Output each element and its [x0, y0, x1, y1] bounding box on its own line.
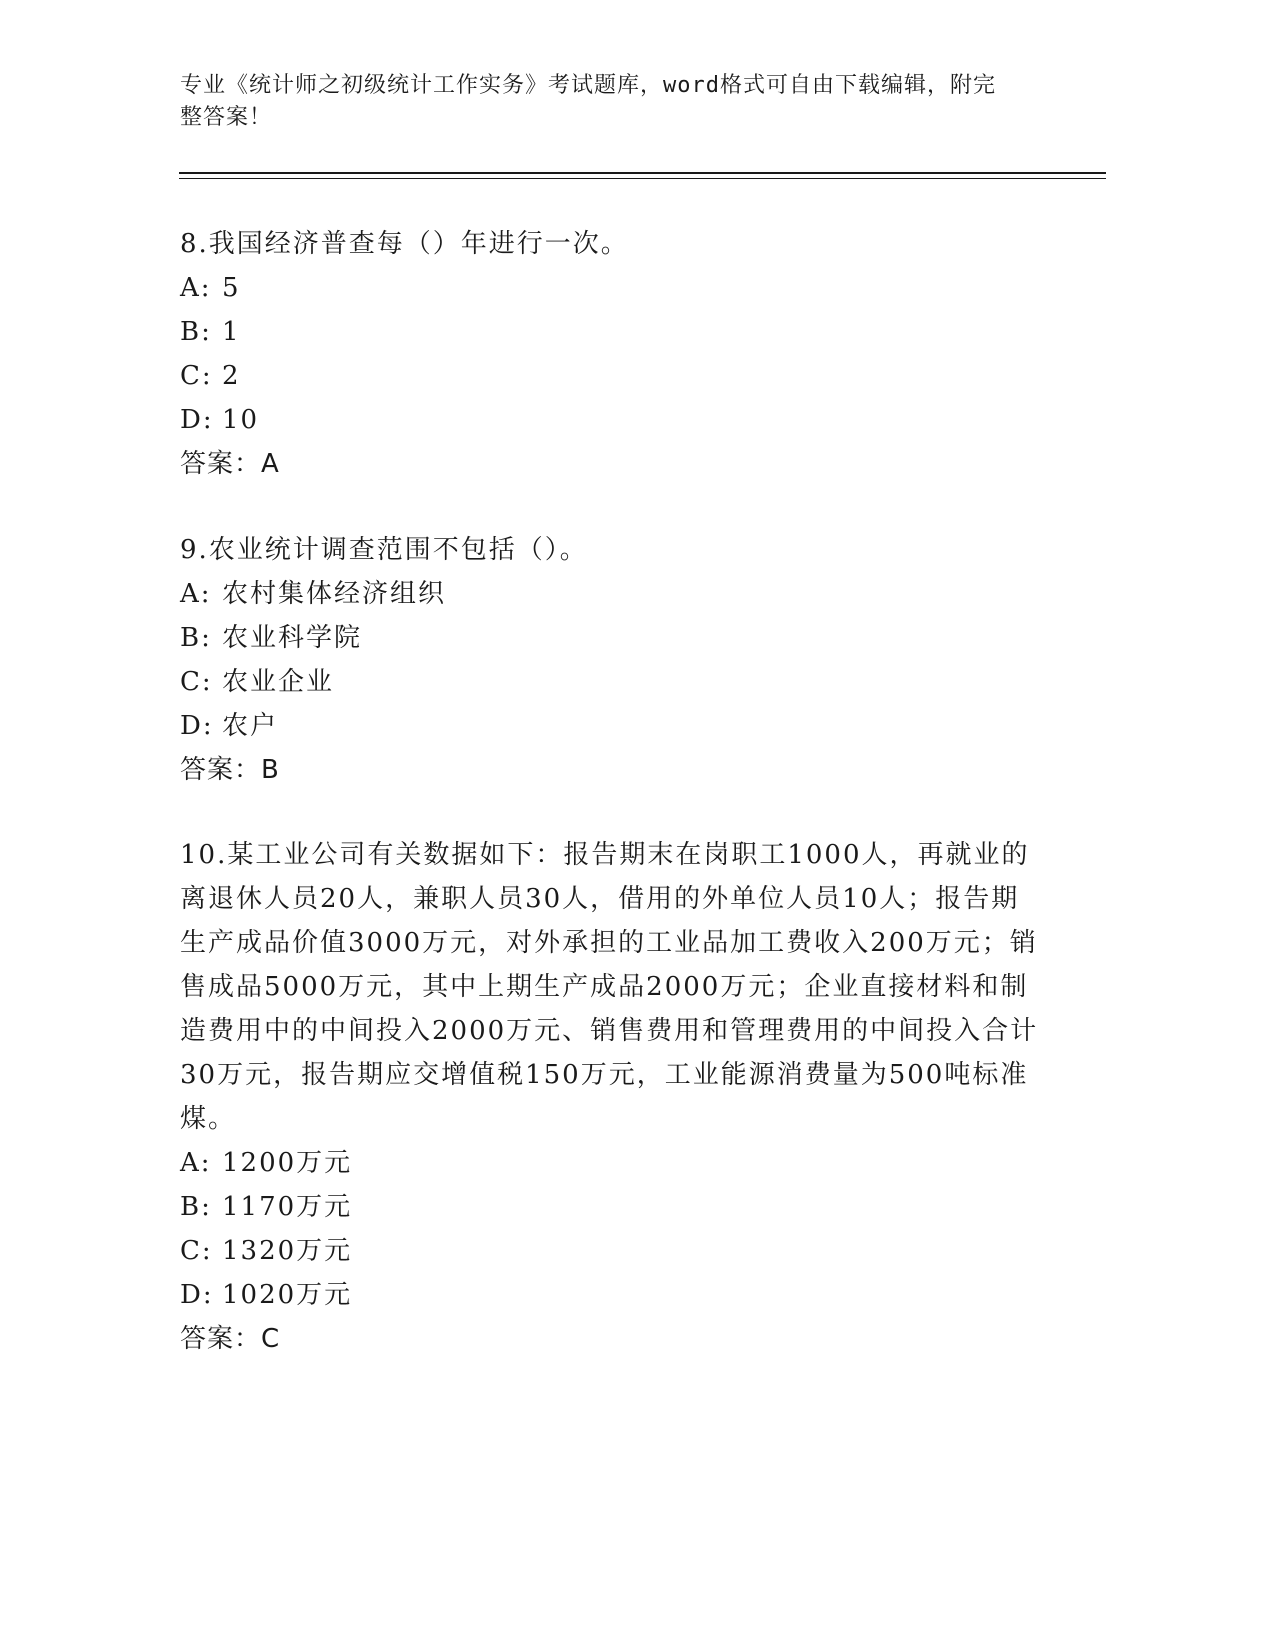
option-text: 农村集体经济组织: [222, 579, 447, 609]
option-text: 1020万元: [222, 1280, 353, 1310]
option-a: [180, 572, 1040, 616]
option-text: 1320万元: [222, 1236, 353, 1266]
option-d: [180, 1273, 1040, 1317]
option-c: [180, 1229, 1040, 1273]
option-letter: A:: [180, 1148, 212, 1178]
header-line-1: 专业《统计师之初级统计工作实务》考试题库，word格式可自由下载编辑，附完: [180, 73, 996, 98]
option-text: 10: [222, 405, 260, 435]
option-letter: A:: [180, 579, 212, 609]
answer-line: 答案：C: [180, 1324, 281, 1354]
option-c: [180, 660, 1040, 704]
header-divider-thick: [179, 172, 1106, 174]
answer-line: 答案：B: [180, 755, 280, 785]
option-text: 2: [222, 361, 241, 391]
option-letter: A:: [180, 273, 212, 303]
option-c: [180, 354, 1040, 398]
option-letter: C:: [180, 667, 213, 697]
option-letter: C:: [180, 1236, 213, 1266]
header-line-2: 整答案！: [180, 105, 273, 130]
question-stem: 9.农业统计调查范围不包括（）。: [180, 535, 588, 565]
header-divider-thin: [179, 178, 1106, 179]
option-text: 1: [222, 317, 241, 347]
option-b: [180, 310, 1040, 354]
option-text: 1170万元: [222, 1192, 353, 1222]
option-letter: D:: [180, 1280, 214, 1310]
option-text: 农户: [222, 711, 279, 741]
option-a: [180, 266, 1040, 310]
question-stem: 8.我国经济普查每（）年进行一次。: [180, 229, 629, 259]
option-letter: B:: [180, 623, 212, 653]
option-letter: B:: [180, 1192, 212, 1222]
question-stem: 10.某工业公司有关数据如下：报告期末在岗职工1000人，再就业的离退休人员20人，兼职人员30人，借用的外单位人员10人；报告期生产成品价值3000万元，对外承担的工业品加工费收入200万元；销售成品5000万元，其中上期生产成品2000万元；企业直接材料和制造费用中的中间投入2000万元、销售费用和管理费用的中间投入合计30万元，报告期应交增值税150万元，工业能源消费量为500吨标准煤。: [180, 840, 1039, 1134]
option-letter: C:: [180, 361, 213, 391]
question-9: [180, 528, 1040, 792]
option-letter: B:: [180, 317, 212, 347]
option-b: [180, 616, 1040, 660]
document-header: [180, 70, 1040, 134]
option-letter: D:: [180, 711, 214, 741]
option-text: 1200万元: [222, 1148, 353, 1178]
option-text: 农业科学院: [222, 623, 363, 653]
option-text: 农业企业: [222, 667, 335, 697]
option-d: [180, 398, 1040, 442]
question-10: [180, 833, 1040, 1361]
question-8: [180, 222, 1040, 486]
option-letter: D:: [180, 405, 214, 435]
option-d: [180, 704, 1040, 748]
option-a: [180, 1141, 1040, 1185]
answer-line: 答案：A: [180, 449, 280, 479]
option-text: 5: [222, 273, 241, 303]
option-b: [180, 1185, 1040, 1229]
